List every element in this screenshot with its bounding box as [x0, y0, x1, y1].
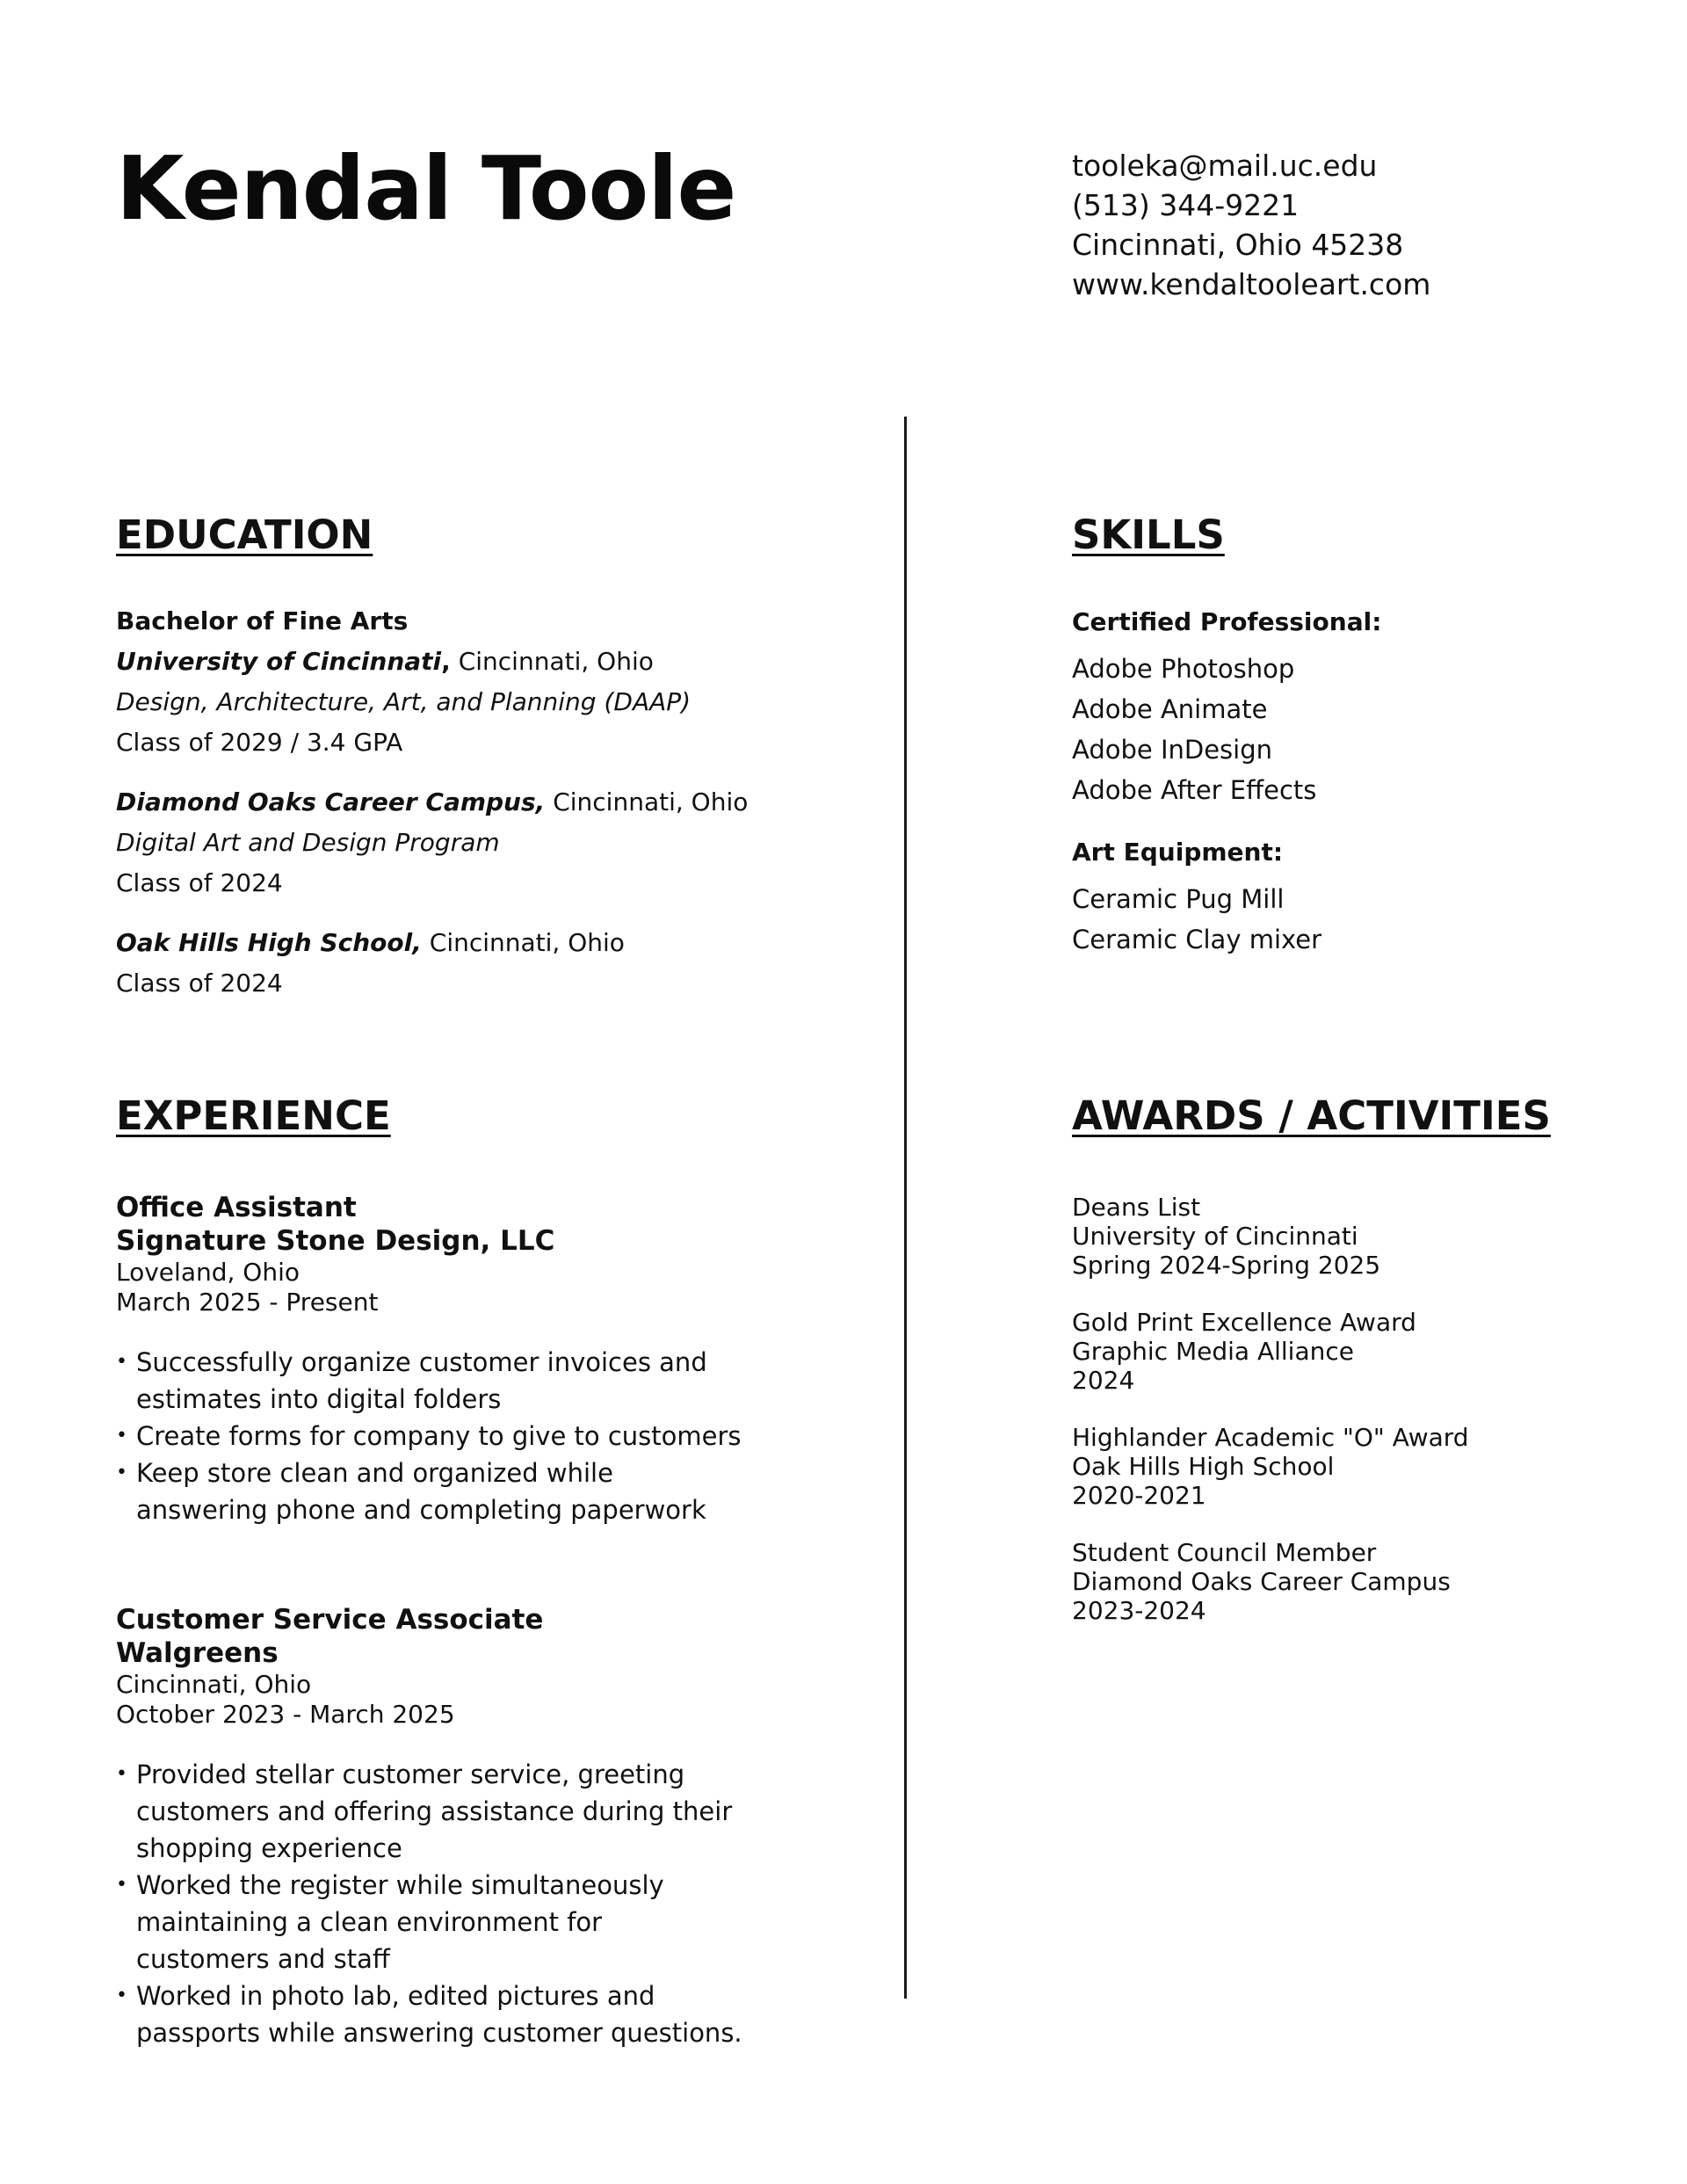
job-title: Customer Service Associate	[116, 1603, 544, 1636]
contact-location: Cincinnati, Ohio 45238	[1072, 228, 1404, 262]
school-program: Design, Architecture, Art, and Planning (DAAP)	[116, 686, 691, 716]
job-title: Office Assistant	[116, 1191, 357, 1223]
education-heading: EDUCATION	[116, 512, 373, 558]
award-entry	[1072, 1193, 1634, 1280]
award-name: Highlander Academic "O" Award	[1072, 1422, 1469, 1452]
resume-name: Kendal Toole	[116, 137, 736, 240]
school-location: Cincinnati, Ohio	[421, 927, 625, 957]
award-name: Gold Print Excellence Award	[1072, 1307, 1416, 1337]
skills-group	[1072, 835, 1634, 960]
school-detail: Class of 2024	[116, 968, 283, 998]
award-entry	[1072, 1423, 1634, 1510]
education-entry	[116, 782, 872, 903]
skills-heading: SKILLS	[1072, 512, 1225, 558]
school-name: Oak Hills High School,	[116, 927, 422, 957]
degree-title: Bachelor of Fine Arts	[116, 606, 409, 635]
skill-item: Ceramic Pug Mill	[1072, 883, 1285, 914]
award-org: University of Cincinnati	[1072, 1221, 1358, 1251]
school-detail: Class of 2024	[116, 867, 283, 897]
award-org: Oak Hills High School	[1072, 1451, 1335, 1481]
skills-group-title: Art Equipment:	[1072, 837, 1284, 867]
job-entry	[116, 1191, 872, 1528]
job-bullet: • Worked in photo lab, edited pictures and passports while answering customer questions.	[116, 1977, 742, 2051]
school-location: Cincinnati, Ohio	[545, 787, 749, 816]
job-dates: March 2025 - Present	[116, 1287, 379, 1317]
job-bullets	[116, 1344, 872, 1528]
education-section	[116, 513, 872, 1023]
job-bullet: • Successfully organize customer invoices and estimates into digital folders	[116, 1344, 742, 1418]
skill-item: Adobe InDesign	[1072, 734, 1273, 765]
job-location: Loveland, Ohio	[116, 1257, 300, 1287]
award-date: Spring 2024-Spring 2025	[1072, 1250, 1381, 1280]
column-divider	[904, 417, 907, 1999]
skills-group	[1072, 605, 1634, 810]
job-bullet: • Create forms for company to give to customers	[116, 1418, 742, 1455]
school-separator: ,	[441, 646, 451, 676]
job-bullets	[116, 1756, 872, 2051]
skills-group-title: Certified Professional:	[1072, 606, 1382, 636]
education-entry	[116, 923, 872, 1004]
job-bullet: • Keep store clean and organized while answering phone and completing paperwork	[116, 1455, 742, 1528]
experience-heading: EXPERIENCE	[116, 1092, 391, 1139]
award-entry	[1072, 1538, 1634, 1625]
school-line	[116, 923, 872, 963]
school-name: University of Cincinnati	[116, 646, 442, 676]
skill-item: Adobe Animate	[1072, 693, 1268, 724]
job-company: Walgreens	[116, 1636, 279, 1669]
award-date: 2024	[1072, 1365, 1135, 1395]
skill-item: Ceramic Clay mixer	[1072, 924, 1322, 954]
awards-heading: AWARDS / ACTIVITIES	[1072, 1092, 1551, 1139]
job-company: Signature Stone Design, LLC	[116, 1224, 555, 1257]
contact-phone: (513) 344-9221	[1072, 188, 1300, 222]
award-name: Student Council Member	[1072, 1537, 1377, 1567]
job-location: Cincinnati, Ohio	[116, 1669, 312, 1699]
skills-section	[1072, 513, 1634, 984]
job-bullet: • Provided stellar customer service, greeting customers and offering assistance during their shopping experience	[116, 1756, 742, 1867]
school-program: Digital Art and Design Program	[116, 827, 500, 857]
experience-section	[116, 1094, 872, 2095]
award-date: 2023-2024	[1072, 1595, 1206, 1625]
contact-email: tooleka@mail.uc.edu	[1072, 149, 1378, 183]
award-name: Deans List	[1072, 1192, 1201, 1222]
skill-item: Adobe Photoshop	[1072, 653, 1295, 684]
education-entry	[116, 601, 872, 763]
school-line	[116, 782, 872, 823]
school-detail: Class of 2029 / 3.4 GPA	[116, 727, 403, 757]
contact-website: www.kendaltooleart.com	[1072, 267, 1431, 301]
award-org: Diamond Oaks Career Campus	[1072, 1566, 1451, 1596]
contact-info	[1072, 146, 1430, 304]
school-name: Diamond Oaks Career Campus,	[116, 787, 546, 816]
award-org: Graphic Media Alliance	[1072, 1336, 1354, 1366]
school-line	[116, 642, 872, 682]
skill-item: Adobe After Effects	[1072, 774, 1317, 805]
school-location: Cincinnati, Ohio	[450, 646, 654, 676]
award-date: 2020-2021	[1072, 1480, 1206, 1510]
job-bullet: • Worked the register while simultaneously maintaining a clean environment for customers and staff	[116, 1867, 742, 1977]
awards-section	[1072, 1094, 1634, 1653]
award-entry	[1072, 1308, 1634, 1395]
job-entry	[116, 1603, 872, 2051]
job-dates: October 2023 - March 2025	[116, 1699, 455, 1729]
